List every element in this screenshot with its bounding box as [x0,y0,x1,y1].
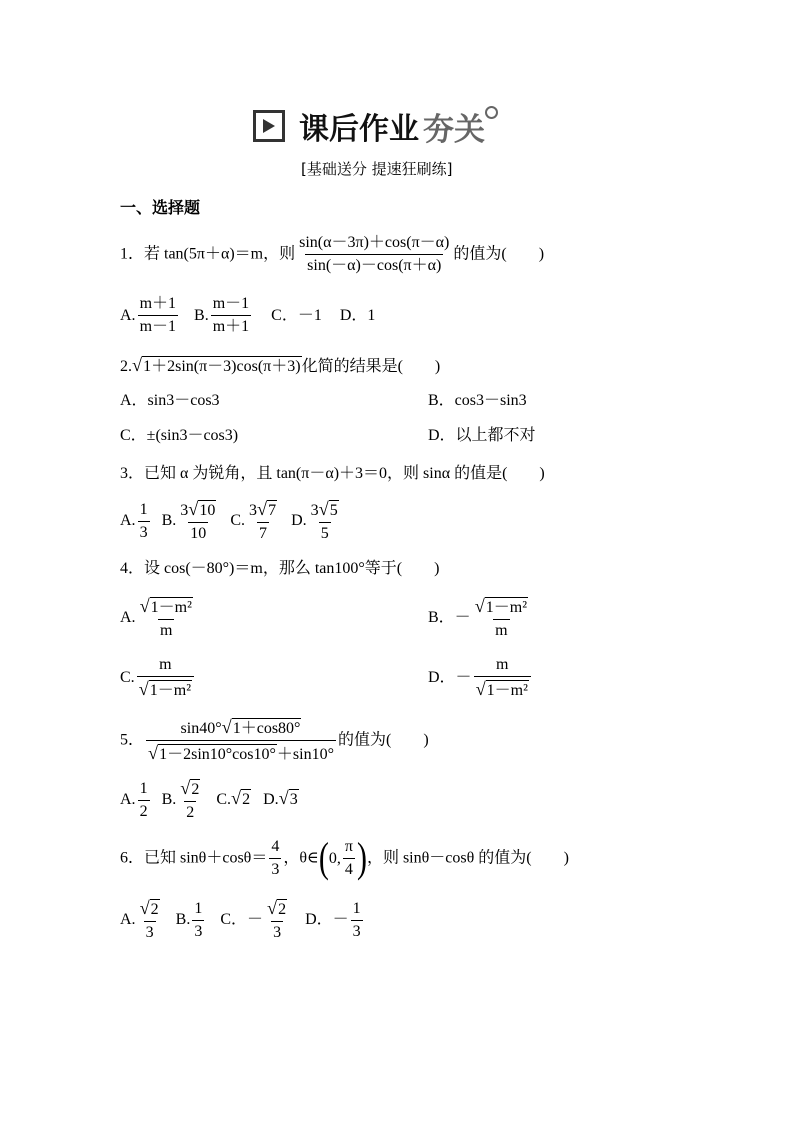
logo-mark-icon [485,106,498,119]
q5-option-b[interactable]: B. $\frac{√2}{2}$ [161,778,200,822]
page-subtitle: [基础送分 提速狂刷练] [301,160,453,178]
q1-option-c[interactable]: C．－1 [271,306,322,324]
q3-option-d[interactable]: D. $\frac{3√5}{5}$ [291,499,338,543]
q1-option-b[interactable]: B. $\frac{m-1}{m+1}$ [194,295,250,336]
q1-option-a[interactable]: A. $\frac{m+1}{m-1}$ [120,295,177,336]
q4-option-b[interactable]: B．－ $\frac{\text{√1－m²}}{m}$ [428,596,528,640]
question-4: 4．设 cos(－80°)＝m，那么 tan100°等于( ) [120,560,440,577]
logo: 夯关 [423,111,485,148]
q4-option-a[interactable]: A. $\frac{\text{√1－m²}}{m}$ [120,596,192,640]
question-6: 6．已知 sinθ＋cosθ＝ $\frac{4}{3}$ ，θ∈(0, $\frac{\pi}{4}$ )，则 sinθ－cosθ 的值为( ) [120,835,569,882]
q2-option-d[interactable]: D．以上都不对 [428,427,536,444]
q1-option-d[interactable]: D．1 [339,306,376,324]
q5-option-d[interactable]: D.√3 [263,788,298,809]
page-title: 课后作业 [299,112,419,147]
q2-option-b[interactable]: B．cos3－sin3 [428,392,527,409]
q6-option-b[interactable]: B. $\frac{1}{3}$ [175,899,203,940]
q6-option-c[interactable]: C．－ $\frac{√2}{3}$ [220,898,287,942]
question-2: 2.√1＋2sin(π－3)cos(π＋3)化简的结果是( ) [120,355,441,375]
q3-option-a[interactable]: A. $\frac{1}{3}$ [120,500,148,541]
q3-option-c[interactable]: C. $\frac{3√7}{7}$ [230,499,277,543]
question-1-options [120,295,375,337]
play-icon [253,110,285,142]
question-3-options [120,499,343,544]
question-5-options [120,778,299,823]
question-3: 3．已知 α 为锐角，且 tan(π－α)＋3＝0，则 sinα 的值是( ) [120,465,545,482]
question-5: 5． $\frac{\sin 40^\circ√1+\cos 80^\circ}{√1-2\sin 10^\circ\cos 10^\circ+\sin 10^\circ}$ 的值为( ) [120,717,429,764]
q2-option-c[interactable]: C．±(sin3－cos3) [120,427,239,444]
question-6-options [120,898,365,943]
q3-option-b[interactable]: B. $\frac{3√10}{10}$ [161,499,216,543]
header-banner [253,106,498,146]
q5-option-c[interactable]: C.√2 [216,788,251,809]
q4-option-d[interactable]: D．－ $\frac{m}{\text{√1－m²}}$ [428,656,533,701]
question-1: 1．若 tan(5π＋α)＝m，则 $\frac{\sin(\alpha-3\pi)+\cos(\pi-\alpha)}{\sin(-\alpha)-\cos(\pi+\alpha)}$ 的值为( ) [120,234,545,275]
q5-option-a[interactable]: A. $\frac{1}{2}$ [120,779,148,820]
q5-fraction: $\frac{\sin 40^\circ√1+\cos 80^\circ}{√1-2\sin 10^\circ\cos 10^\circ+\sin 10^\circ}$ [148,717,334,764]
q4-option-c[interactable]: C. $\frac{m}{\text{√1－m²}}$ [120,656,196,701]
q6-option-d[interactable]: D．－ $\frac{1}{3}$ [305,899,361,940]
section-title: 一、选择题 [120,198,201,217]
q1-fraction: $\frac{\sin(\alpha-3\pi)+\cos(\pi-\alpha)}{\sin(-\alpha)-\cos(\pi+\alpha)}$ [299,234,450,275]
q6-option-a[interactable]: A. $\frac{√2}{3}$ [120,898,159,942]
q2-radical: √1＋2sin(π－3)cos(π＋3) [132,355,301,375]
q2-option-a[interactable]: A．sin3－cos3 [120,392,220,409]
